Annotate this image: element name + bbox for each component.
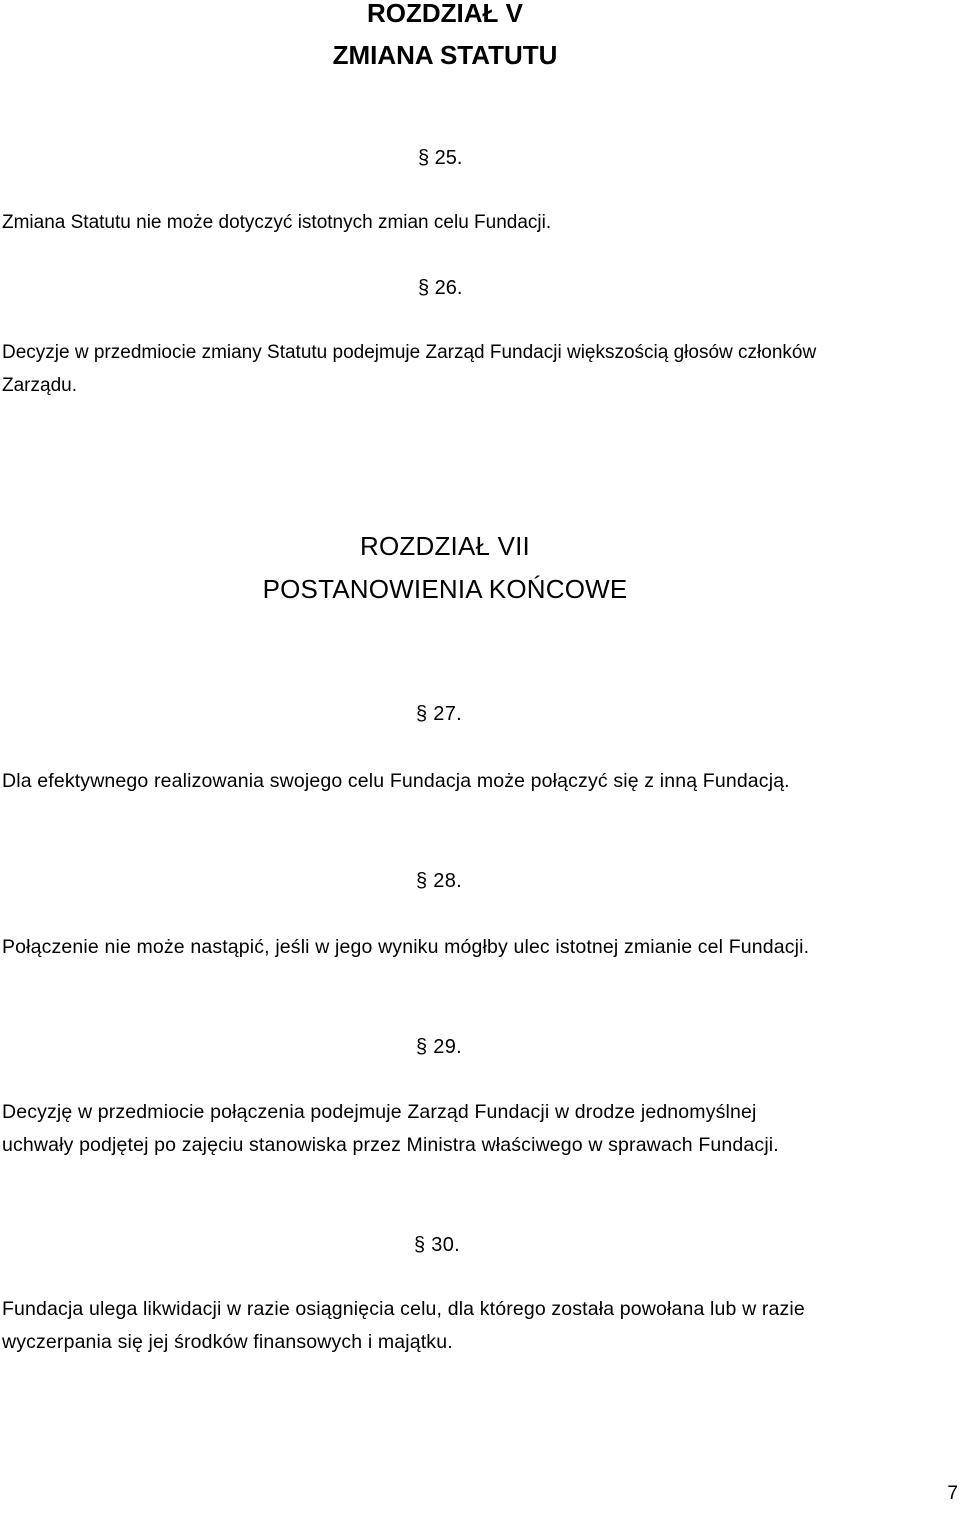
page-number: 7: [947, 1483, 958, 1504]
section-26-line-2: Zarządu.: [2, 375, 77, 396]
section-30-mark: § 30.: [414, 1234, 460, 1256]
chapter-5-subtitle: ZMIANA STATUTU: [332, 40, 558, 70]
section-29-mark: § 29.: [416, 1036, 462, 1058]
section-26-mark: § 26.: [418, 277, 463, 299]
section-27-mark: § 27.: [416, 703, 462, 725]
section-30-line-2: wyczerpania się jej środków finansowych i majątku.: [2, 1331, 453, 1353]
section-28-text: Połączenie nie może nastąpić, jeśli w jego wyniku mógłby ulec istotnej zmianie cel Fundacji.: [2, 936, 810, 958]
section-25-text: Zmiana Statutu nie może dotyczyć istotnych zmian celu Fundacji.: [2, 212, 552, 233]
section-27-text: Dla efektywnego realizowania swojego celu Fundacja może połączyć się z inną Fundacją.: [2, 770, 790, 792]
section-29-line-2: uchwały podjętej po zajęciu stanowiska przez Ministra właściwego w sprawach Fundacji.: [2, 1134, 779, 1156]
chapter-7-title: ROZDZIAŁ VII: [360, 531, 530, 561]
section-29-line-1: Decyzję w przedmiocie połączenia podejmuje Zarząd Fundacji w drodze jednomyślnej: [2, 1101, 757, 1123]
section-25-mark: § 25.: [418, 147, 463, 169]
chapter-5-title: ROZDZIAŁ V: [367, 0, 523, 28]
section-30-line-1: Fundacja ulega likwidacji w razie osiągnięcia celu, dla którego została powołana lub w razie: [2, 1298, 805, 1320]
section-26-line-1: Decyzje w przedmiocie zmiany Statutu podejmuje Zarząd Fundacji większością głosów członków: [2, 342, 817, 363]
section-28-mark: § 28.: [416, 870, 462, 892]
chapter-7-subtitle: POSTANOWIENIA KOŃCOWE: [262, 574, 628, 604]
